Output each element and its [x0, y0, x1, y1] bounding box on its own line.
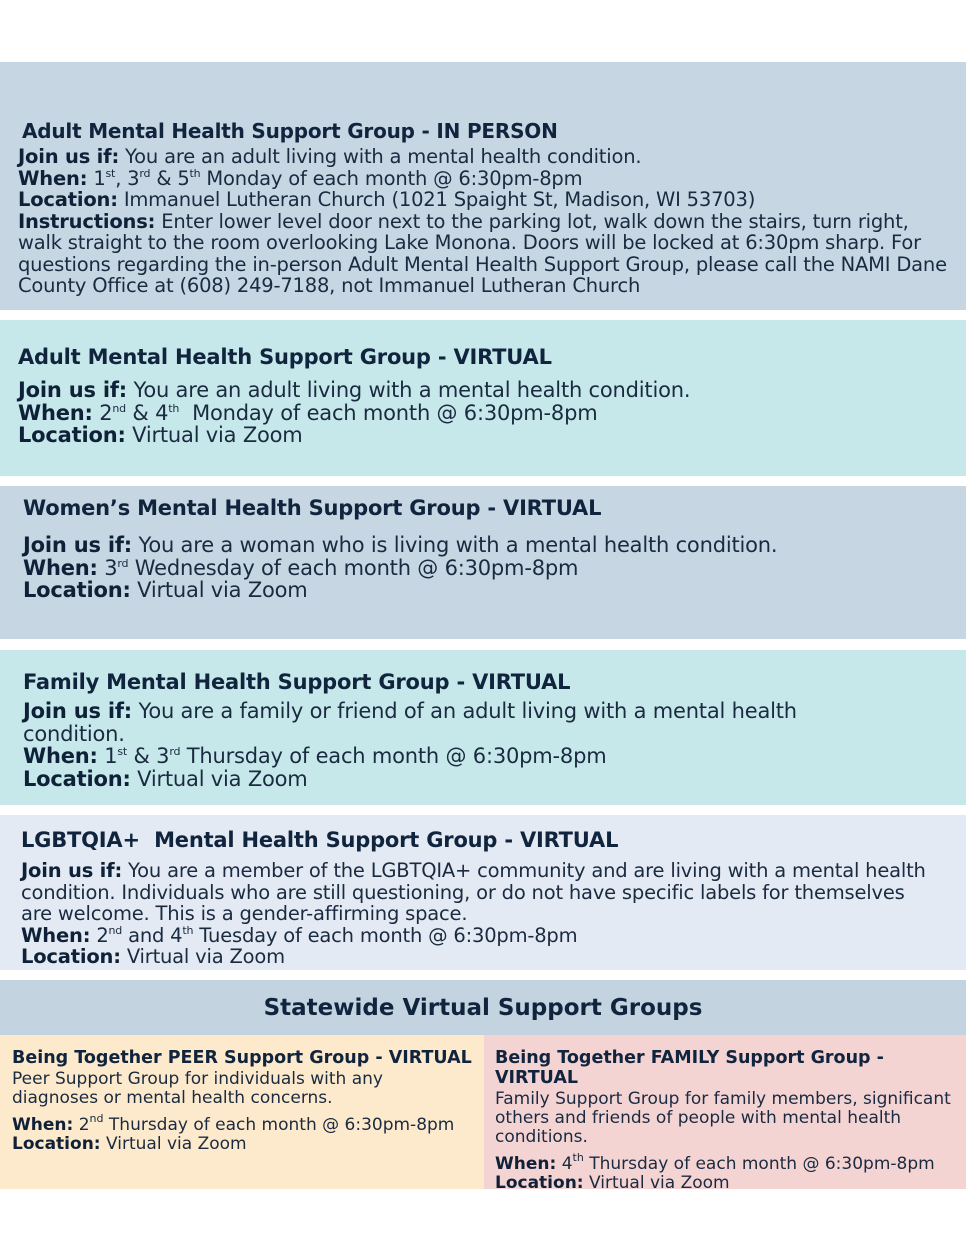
group-lgbtqia-virtual: [0, 815, 966, 970]
when-line: When: 1st, 3rd & 5th Monday of each month @ 6:30pm-8pm: [18, 166, 583, 190]
group-title: LGBTQIA+ Mental Health Support Group - VIRTUAL: [21, 828, 619, 852]
statewide-peer-group: [0, 1035, 484, 1189]
statewide-heading: Statewide Virtual Support Groups: [0, 980, 966, 1035]
when-line: When: 3rd Wednesday of each month @ 6:30pm-8pm: [23, 555, 579, 580]
group-family-virtual: [0, 650, 966, 805]
join-line: Join us if: You are a family or friend of an adult living with a mental health condition.: [23, 699, 797, 746]
group-women-virtual: [0, 486, 966, 639]
location-line: Location: Virtual via Zoom: [495, 1173, 730, 1193]
group-title: Family Mental Health Support Group - VIRTUAL: [23, 670, 571, 694]
when-line: When: 2nd and 4th Tuesday of each month @ 6:30pm-8pm: [21, 923, 578, 947]
when-line: When: 2nd & 4th Monday of each month @ 6:30pm-8pm: [18, 400, 598, 425]
when-line: When: 2nd Thursday of each month @ 6:30pm-8pm: [12, 1112, 455, 1135]
group-title: Adult Mental Health Support Group - VIRTUAL: [18, 345, 552, 369]
group-description: Family Support Group for family members, significant others and friends of people with mental health conditions.: [495, 1089, 951, 1147]
when-line: When: 1st & 3rd Thursday of each month @ 6:30pm-8pm: [23, 744, 607, 768]
location-line: Location: Virtual via Zoom: [23, 766, 308, 791]
group-description: Peer Support Group for individuals with any diagnoses or mental health concerns.: [12, 1069, 383, 1108]
group-title: Being Together PEER Support Group - VIRTUAL: [12, 1048, 472, 1068]
location-line: Location: Virtual via Zoom: [12, 1134, 247, 1154]
location-line: Location: Immanuel Lutheran Church (1021 Spaight St, Madison, WI 53703): [18, 188, 756, 211]
location-line: Location: Virtual via Zoom: [23, 578, 308, 602]
location-line: Location: Virtual via Zoom: [21, 945, 285, 968]
join-line: Join us if: You are an adult living with a mental health condition.: [18, 145, 642, 168]
statewide-family-group: [484, 1035, 966, 1193]
location-line: Location: Virtual via Zoom: [18, 423, 303, 447]
group-adult-virtual: [0, 320, 966, 476]
group-adult-in-person: [0, 62, 966, 310]
group-title: Adult Mental Health Support Group - IN PERSON: [22, 119, 558, 143]
when-line: When: 4th Thursday of each month @ 6:30pm-8pm: [495, 1151, 935, 1174]
instructions-line: Instructions: Enter lower level door next to the parking lot, walk down the stairs, turn right, walk straight to the room overlooking Lake Monona. Doors will be locked at 6:30pm sharp. For questions regarding the in-person Adult Mental Health Support Group, please call the NAMI Dane County Office at (608) 249-7188, not Immanuel Lutheran Church: [18, 209, 947, 297]
group-title: Being Together FAMILY Support Group - VIRTUAL: [495, 1048, 884, 1088]
join-line: Join us if: You are a member of the LGBTQIA+ community and are living with a mental health condition. Individuals who are still questioning, or do not have specific labels for themselves are welcome. This is a gender-affirming space.: [21, 859, 926, 925]
group-title: Women’s Mental Health Support Group - VIRTUAL: [23, 496, 602, 520]
join-line: Join us if: You are an adult living with a mental health condition.: [18, 378, 691, 402]
join-line: Join us if: You are a woman who is living with a mental health condition.: [23, 533, 778, 557]
